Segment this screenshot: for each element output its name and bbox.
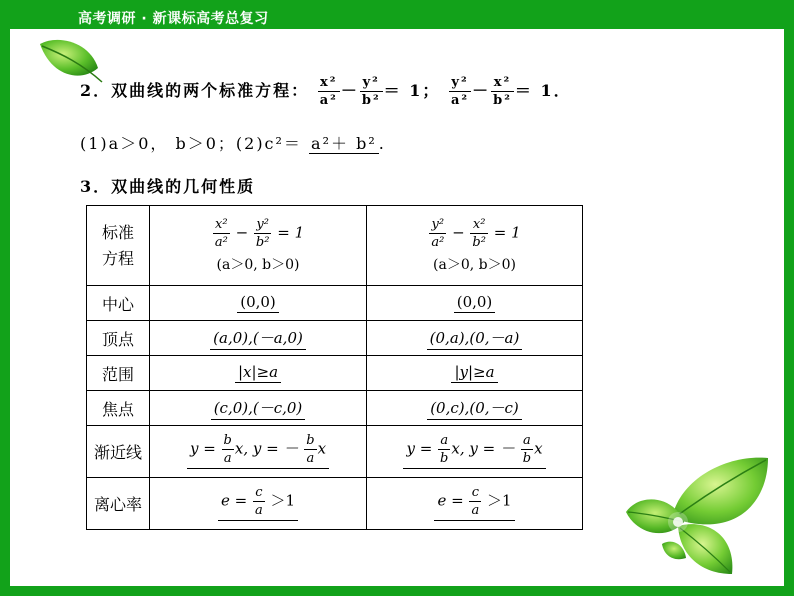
table-row [87, 286, 583, 321]
table-row [87, 478, 583, 530]
table-cell: (0,c),(0,－c) [367, 391, 583, 426]
row-label: 离心率 [87, 478, 150, 530]
table-cell: (a,0),(－a,0) [150, 321, 367, 356]
table-row [87, 356, 583, 391]
eq2-fraction-y: $\frac{\text{y²}}{\text{a²}}$ [450, 75, 470, 108]
table-cell: (0,0) [150, 286, 367, 321]
header-title: 高考调研 · 新课标高考总复习 [78, 11, 269, 27]
table-cell: (0,a),(0,－a) [367, 321, 583, 356]
table-cell: e = $\frac{c}{a}$ ＞1 [367, 478, 583, 530]
table-row [87, 426, 583, 478]
table-cell: (c,0),(－c,0) [150, 391, 367, 426]
row-label: 焦点 [87, 391, 150, 426]
conditions-blank: a²＋ b² [311, 134, 377, 153]
section2-line: 2．双曲线的两个标准方程： $\frac{\text{x²}}{\text{a²}}$ － $\frac{\text{y²}}{\text{b²}}$ ＝ 1； $\frac{\text{y²}}{\text{a²}}$ － $\frac{\text{x²}}{\text{b²}}$ ＝ 1． [80, 75, 572, 108]
conditions-text: (1)a＞0， b＞0；(2)c²＝ [80, 134, 310, 153]
conditions-line: (1)a＞0， b＞0；(2)c²＝ a²＋ b² . [80, 134, 386, 153]
row-label: 范围 [87, 356, 150, 391]
eq1-fraction-y: $\frac{\text{y²}}{\text{b²}}$ [361, 75, 381, 108]
table-cell: |x|≥a [150, 356, 367, 391]
section3-title: 3．双曲线的几何性质 [80, 177, 256, 196]
table-cell: y = $\frac{a}{b}$ x, y = － $\frac{a}{b}$ x [367, 426, 583, 478]
row-label: 中心 [87, 286, 150, 321]
table-cell: |y|≥a [367, 356, 583, 391]
table-cell: e = $\frac{c}{a}$ ＞1 [150, 478, 367, 530]
table-cell: y = $\frac{b}{a}$ x, y = － $\frac{b}{a}$ x [150, 426, 367, 478]
table-row [87, 321, 583, 356]
table-row [87, 391, 583, 426]
properties-table [86, 205, 583, 530]
table-cell: $\frac{\text{x²}}{\text{a²}}$ − $\frac{\text{y²}}{\text{b²}}$ = 1 (a＞0, b＞0) [150, 206, 367, 286]
eq2-fraction-x: $\frac{\text{x²}}{\text{b²}}$ [493, 75, 512, 108]
table-row [87, 206, 583, 286]
row-label: 标准方程 [87, 206, 150, 286]
leaves-bottom-right-icon [618, 448, 778, 580]
eq1-fraction-x: $\frac{\text{x²}}{\text{a²}}$ [319, 75, 338, 108]
row-label: 顶点 [87, 321, 150, 356]
section2-intro: 2．双曲线的两个标准方程： [80, 81, 310, 100]
table-cell: (0,0) [367, 286, 583, 321]
table-cell: $\frac{\text{y²}}{\text{a²}}$ − $\frac{\text{x²}}{\text{b²}}$ = 1 (a＞0, b＞0) [367, 206, 583, 286]
row-label: 渐近线 [87, 426, 150, 478]
